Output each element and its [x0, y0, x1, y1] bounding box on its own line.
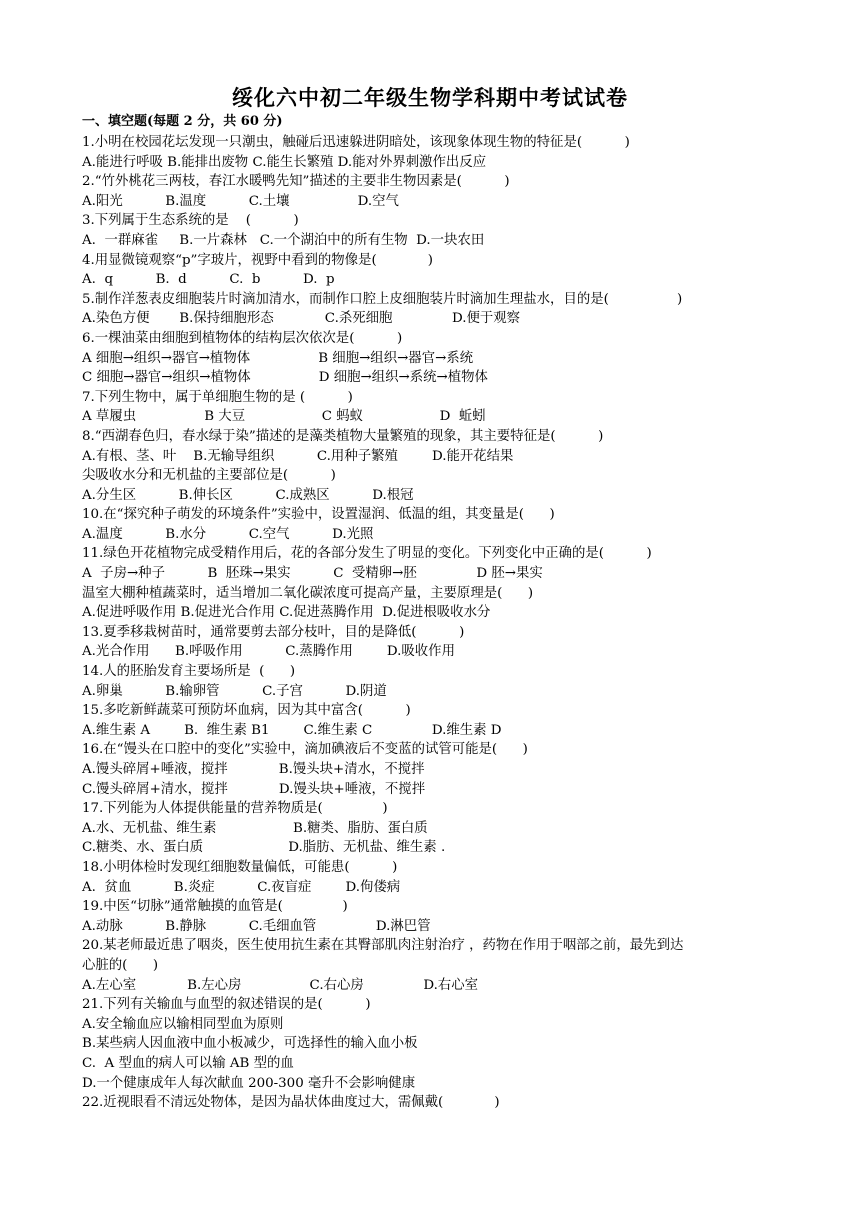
text-line: C.馒头碎屑+清水，搅拌 D.馒头块+唾液，不搅拌 [82, 781, 426, 797]
text-line: 2.“竹外桃花三两枝，春江水暖鸭先知”描述的主要非生物因素是( ) [82, 174, 510, 190]
text-line: 16.在“馒头在口腔中的变化”实验中，滴加碘液后不变蓝的试管可能是( ) [82, 742, 528, 758]
text-line: D.一个健康成年人每次献血 200-300 毫升不会影响健康 [82, 1075, 416, 1091]
text-line: 3.下列属于生态系统的是 ( ) [82, 213, 299, 229]
page-title: 绥化六中初二年级生物学科期中考试试卷 [232, 85, 628, 110]
text-line: A.温度 B.水分 C.空气 D.光照 [82, 526, 374, 542]
text-line: C. A 型血的病人可以输 AB 型的血 [82, 1055, 294, 1071]
text-line: A.动脉 B.静脉 C.毛细血管 D.淋巴管 [82, 918, 431, 934]
text-line: C 细胞→器官→组织→植物体 D 细胞→组织→系统→植物体 [82, 370, 488, 386]
text-line: A.促进呼吸作用 B.促进光合作用 C.促进蒸腾作用 D.促进根吸收水分 [82, 605, 491, 621]
text-line: 11.绿色开花植物完成受精作用后，花的各部分发生了明显的变化。下列变化中正确的是( ) [82, 546, 652, 562]
text-line: 6.一棵油菜由细胞到植物体的结构层次依次是( ) [82, 330, 403, 346]
text-line: A 细胞→组织→器官→植物体 B 细胞→组织→器官→系统 [82, 350, 474, 366]
text-line: A. 一群麻雀 B.一片森林 C.一个湖泊中的所有生物 D.一块农田 [82, 232, 485, 248]
text-line: A.阳光 B.温度 C.土壤 D.空气 [82, 193, 399, 209]
text-line: A. 贫血 B.炎症 C.夜盲症 D.佝偻病 [82, 879, 401, 895]
text-line: A 子房→种子 B 胚珠→果实 C 受精卵→胚 D 胚→果实 [82, 566, 543, 582]
text-line: 8.“西湖春色归，春水绿于染”描述的是藻类植物大量繁殖的现象，其主要特征是( ) [82, 428, 604, 444]
text-line: 19.中医“切脉”通常触摸的血管是( ) [82, 899, 348, 915]
text-line: A 草履虫 B 大豆 C 蚂蚁 D 蚯蚓 [82, 409, 486, 425]
text-line: 1.小明在校园花坛发现一只潮虫，触碰后迅速躲进阴暗处，该现象体现生物的特征是( ) [82, 135, 630, 150]
text-line: 14.人的胚胎发育主要场所是 ( ) [82, 664, 296, 680]
text-line: A.光合作用 B.呼吸作用 C.蒸腾作用 D.吸收作用 [82, 644, 455, 660]
text-line: 13.夏季移栽树苗时，通常要剪去部分枝叶，目的是降低( ) [82, 624, 465, 640]
text-line: A.染色方便 B.保持细胞形态 C.杀死细胞 D.便于观察 [82, 311, 521, 327]
text-line: A.左心室 B.左心房 C.右心房 D.右心室 [82, 977, 479, 993]
text-line: A. q B. d C. b D. p [82, 272, 335, 288]
text-line: 4.用显微镜观察“p”字玻片，视野中看到的物像是( ) [82, 252, 433, 268]
text-line: 心脏的( ) [82, 957, 159, 973]
text-line: 5.制作洋葱表皮细胞装片时滴加清水，而制作口腔上皮细胞装片时滴加生理盐水，目的是( ) [82, 291, 683, 307]
text-line: A.馒头碎屑+唾液，搅拌 B.馒头块+清水，不搅拌 [82, 762, 425, 777]
text-line: A.卵巢 B.输卵管 C.子宫 D.阴道 [82, 683, 387, 699]
text-line: C.糖类、水、蛋白质 D.脂肪、无机盐、维生素 . [82, 840, 446, 856]
text-line: B.某些病人因血液中血小板减少，可选择性的输入血小板 [82, 1036, 418, 1052]
text-line: A.有根、茎、叶 B.无输导组织 C.用种子繁殖 D.能开花结果 [82, 448, 514, 464]
text-line: 18.小明体检时发现红细胞数量偏低，可能患( ) [82, 859, 398, 875]
text-line: A.能进行呼吸 B.能排出废物 C.能生长繁殖 D.能对外界刺激作出反应 [82, 154, 487, 170]
text-line: 温室大棚种植蔬菜时，适当增加二氧化碳浓度可提高产量，主要原理是( ) [82, 585, 534, 601]
text-line: 10.在“探究种子萌发的环境条件”实验中，设置湿润、低温的组，其变量是( ) [82, 507, 555, 523]
text-line: 17.下列能为人体提供能量的营养物质是( ) [82, 801, 388, 817]
question-lines [82, 133, 802, 1113]
section-heading: 一、填空题(每题 2 分，共 60 分) [82, 114, 283, 129]
text-line: 20.某老师最近患了咽炎，医生使用抗生素在其臀部肌肉注射治疗 ，药物在作用于咽部之前，最先到达 [82, 938, 684, 954]
text-line: A.安全输血应以输相同型血为原则 [82, 1016, 284, 1032]
text-line: 21.下列有关输血与血型的叙述错误的是( ) [82, 997, 371, 1013]
text-line: 22.近视眼看不清远处物体，是因为晶状体曲度过大，需佩戴( ) [82, 1095, 500, 1111]
text-line: 15.多吃新鲜蔬菜可预防坏血病，因为其中富含( ) [82, 703, 411, 719]
text-line: A.维生素 A B. 维生素 B1 C.维生素 C D.维生素 D [82, 722, 502, 738]
text-line: A.分生区 B.伸长区 C.成熟区 D.根冠 [82, 487, 414, 503]
text-line: 尖吸收水分和无机盐的主要部位是( ) [82, 468, 336, 484]
text-line: A.水、无机盐、维生素 B.糖类、脂肪、蛋白质 [82, 820, 428, 836]
text-line: 7.下列生物中，属于单细胞生物的是 ( ) [82, 389, 353, 405]
